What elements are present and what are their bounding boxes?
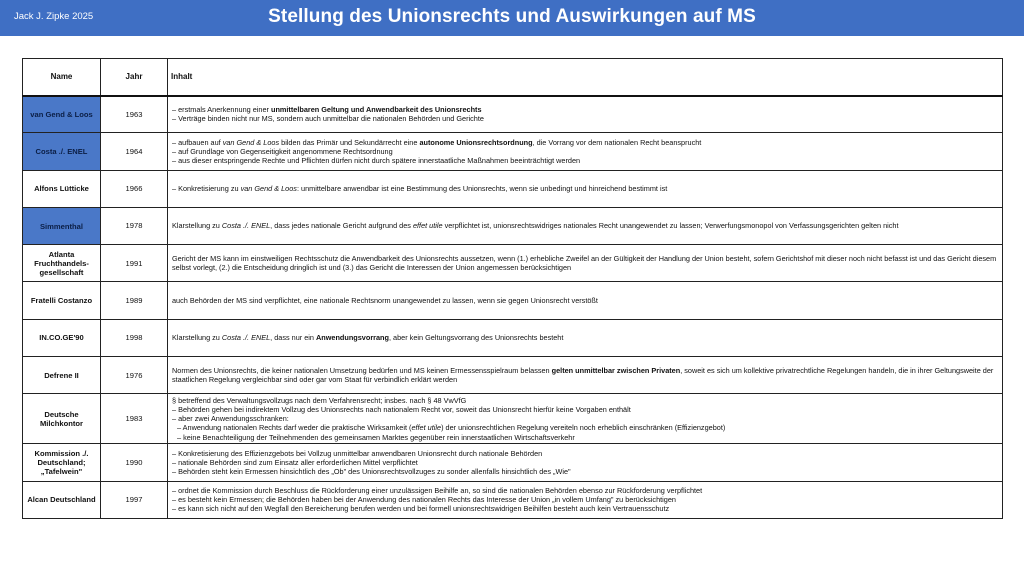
content-text: auch Behörden der MS sind verpflichtet, eine nationale Rechtsnorm unangewendet zu lassen, wenn sie gegen Unionsrecht verstößt: [172, 296, 598, 306]
content-text: – es kann sich nicht auf den Wegfall den Bereicherung berufen werden und bei formell unionsrechtswidrigen Beihilfen besteht auch kein Vertrauensschutz: [172, 504, 670, 514]
table-row: [23, 207, 1003, 244]
case-name-cell: Fratelli Costanzo: [23, 282, 101, 319]
title-bar: [0, 0, 1024, 36]
column-header-content: Inhalt: [168, 59, 1003, 96]
table-row: [23, 319, 1003, 356]
content-text: – Verträge binden nicht nur MS, sondern auch unmittelbar die nationalen Behörden und Gerichte: [172, 114, 484, 124]
content-text: ) der unionsrechtlichen Regelung vereiteln noch erheblich einschränken (Effizienzgebot): [441, 423, 726, 433]
content-line: [172, 504, 998, 513]
case-year-cell: 1997: [101, 481, 168, 518]
table-row: [23, 96, 1003, 133]
content-line: [172, 105, 998, 114]
content-text: – Konkretisierung zu: [172, 184, 241, 194]
content-line: [172, 333, 998, 342]
case-name-cell: Defrene II: [23, 357, 101, 394]
content-text: Normen des Unionsrechts, die keiner nationalen Umsetzung bedürfen und MS keinen Ermessensspielraum belassen: [172, 366, 552, 376]
table-row: [23, 133, 1003, 170]
content-text: Costa ./. ENEL: [221, 333, 271, 343]
content-text: van Gend & Loos: [222, 137, 280, 147]
content-text: van Gend & Loos: [240, 184, 297, 194]
case-content-cell: [168, 170, 1003, 207]
content-line: [172, 423, 998, 432]
content-text: – erstmals Anerkennung einer: [172, 105, 271, 115]
case-name-cell: Kommission ./. Deutschland; „Tafelwein": [23, 444, 101, 481]
case-year-cell: 1991: [101, 245, 168, 282]
content-line: [172, 147, 998, 156]
case-content-cell: [168, 245, 1003, 282]
content-text: Anwendungsvorrang: [316, 333, 389, 343]
content-line: [172, 138, 998, 147]
case-content-cell: [168, 394, 1003, 444]
content-text: effet utile: [412, 221, 443, 231]
table-header-row: [23, 59, 1003, 96]
content-line: [172, 405, 998, 414]
content-text: , soweit es sich um kollektive privatrechtliche Regelungen handeln, die in ihrer Geltungsweite der staatlichen Regelung vergleichbar sind oder gar vom Staat für verbindlich erklärt werden: [172, 366, 994, 385]
content-line: [172, 184, 998, 193]
case-content-cell: [168, 357, 1003, 394]
case-year-cell: 1966: [101, 170, 168, 207]
content-text: – nationale Behörden sind zum Einsatz aller erforderlichen Mittel verpflichtet: [172, 457, 418, 467]
content-text: : unmittelbare anwendbar ist eine Bestimmung des Unionsrechts, wenn sie unbedingt und hinreichend bestimmt ist: [296, 184, 668, 194]
content-line: [172, 414, 998, 423]
content-line: [172, 433, 998, 442]
content-text: – Behörden steht kein Ermessen hinsichtlich des „Ob" des Unionsrechtsvollzuges zu sonder allenfalls hinsichtlich des „Wie": [172, 467, 571, 477]
content-text: – aufbauen auf: [172, 137, 223, 147]
case-year-cell: 1978: [101, 207, 168, 244]
case-content-cell: [168, 481, 1003, 518]
content-text: gelten unmittelbar zwischen Privaten: [551, 366, 681, 376]
content-text: Klarstellung zu: [172, 221, 222, 231]
content-line: [172, 366, 998, 384]
content-text: , aber kein Geltungsvorrang des Unionsrechts besteht: [388, 333, 564, 343]
case-name-cell: IN.CO.GE'90: [23, 319, 101, 356]
content-line: [172, 449, 998, 458]
case-name-cell: Atlanta Fruchthandels-gesellschaft: [23, 245, 101, 282]
table-row: [23, 394, 1003, 444]
table-row: [23, 282, 1003, 319]
table-row: [23, 170, 1003, 207]
content-text: § betreffend des Verwaltungsvollzugs nach dem Verfahrensrecht; insbes. nach § 48 VwVfG: [172, 395, 467, 405]
case-content-cell: [168, 444, 1003, 481]
content-line: [172, 114, 998, 123]
content-text: – auf Grundlage von Gegenseitigkeit angenommene Rechtsordnung: [172, 146, 393, 156]
content-text: bilden das Primär und Sekundärrecht eine: [279, 137, 420, 147]
column-header-year: Jahr: [101, 59, 168, 96]
case-name-cell: Deutsche Milchkontor: [23, 394, 101, 444]
content-text: , dass jedes nationale Gericht aufgrund des: [270, 221, 413, 231]
column-header-name: Name: [23, 59, 101, 96]
content-line: [172, 495, 998, 504]
content-text: , dass nur ein: [270, 333, 316, 343]
content-line: [172, 458, 998, 467]
content-line: [172, 296, 998, 305]
content-line: [172, 396, 998, 405]
content-line: [172, 221, 998, 230]
content-text: effet utile: [411, 423, 442, 433]
content-text: – Konkretisierung des Effizienzgebots bei Vollzug unmittelbar anwendbaren Unionsrecht durch nationale Behörden: [172, 448, 543, 458]
case-year-cell: 1990: [101, 444, 168, 481]
case-table: [22, 58, 1003, 519]
content-text: verpflichtet ist, unionsrechtswidriges nationales Recht unangewendet zu lassen; Verwerfungsmonopol von Verfassungsgerichten gelten nicht: [442, 221, 899, 231]
case-year-cell: 1983: [101, 394, 168, 444]
case-content-cell: [168, 96, 1003, 133]
table-row: [23, 444, 1003, 481]
content-text: , die Vorrang vor dem nationalen Recht beansprucht: [532, 137, 702, 147]
table-row: [23, 357, 1003, 394]
content-text: Gericht der MS kann im einstweiligen Rechtsschutz die Anwendbarkeit des Unionsrechts aussetzen, wenn (1.) erhebliche Zweifel an der Gültigkeit der Handlung der Union besteht, sofern Gerichtshof mit dieser noch nicht befasst ist und das Gericht diesem selbst vorlegt, (2.) die Entscheidung dringlich ist und (3.) das Gericht die Interessen der Union angemessen berücksichtigen: [172, 254, 997, 273]
content-text: – ordnet die Kommission durch Beschluss die Rückforderung einer unzulässigen Beihilfe an, so sind die nationalen Behörden ebenso zur Rückforderung verpflichtet: [172, 486, 703, 496]
case-name-cell: van Gend & Loos: [23, 96, 101, 133]
case-content-cell: [168, 282, 1003, 319]
author-label: Jack J. Zipke 2025: [14, 11, 94, 22]
content-text: unmittelbaren Geltung und Anwendbarkeit des Unionsrechts: [270, 105, 482, 115]
case-year-cell: 1963: [101, 96, 168, 133]
content-line: [172, 254, 998, 272]
content-text: autonome Unionsrechtsordnung: [419, 137, 533, 147]
content-text: – keine Benachteiligung der Teilnehmenden des gemeinsamen Marktes gegenüber rein innerstaatlichen Wirtschaftsverkehr: [177, 432, 575, 442]
case-year-cell: 1976: [101, 357, 168, 394]
content-text: Klarstellung zu: [172, 333, 222, 343]
case-year-cell: 1964: [101, 133, 168, 170]
case-name-cell: Costa ./. ENEL: [23, 133, 101, 170]
content-text: – es besteht kein Ermessen; die Behörden haben bei der Anwendung des nationalen Rechts das Interesse der Union „in vollem Umfang" zu berücksichtigen: [172, 495, 676, 505]
table-row: [23, 245, 1003, 282]
content-text: – Behörden gehen bei indirektem Vollzug des Unionsrechts nach nationalem Recht vor, soweit das Unionsrecht hierfür keine Vorgaben enthält: [172, 405, 631, 415]
case-content-cell: [168, 207, 1003, 244]
case-content-cell: [168, 133, 1003, 170]
case-year-cell: 1998: [101, 319, 168, 356]
content-line: [172, 486, 998, 495]
content-text: – aber zwei Anwendungsschranken:: [172, 414, 289, 424]
case-name-cell: Alcan Deutschland: [23, 481, 101, 518]
content-text: – Anwendung nationalen Rechts darf weder die praktische Wirksamkeit (: [177, 423, 412, 433]
content-text: Costa ./. ENEL: [221, 221, 271, 231]
content-line: [172, 156, 998, 165]
case-content-cell: [168, 319, 1003, 356]
page-title: Stellung des Unionsrechts und Auswirkungen auf MS: [268, 6, 756, 27]
case-year-cell: 1989: [101, 282, 168, 319]
content-line: [172, 467, 998, 476]
case-name-cell: Simmenthal: [23, 207, 101, 244]
content-text: – aus dieser entspringende Rechte und Pflichten dürfen nicht durch spätere innerstaatliche Maßnahmen beeinträchtigt werden: [172, 156, 581, 166]
case-name-cell: Alfons Lütticke: [23, 170, 101, 207]
table-row: [23, 481, 1003, 518]
